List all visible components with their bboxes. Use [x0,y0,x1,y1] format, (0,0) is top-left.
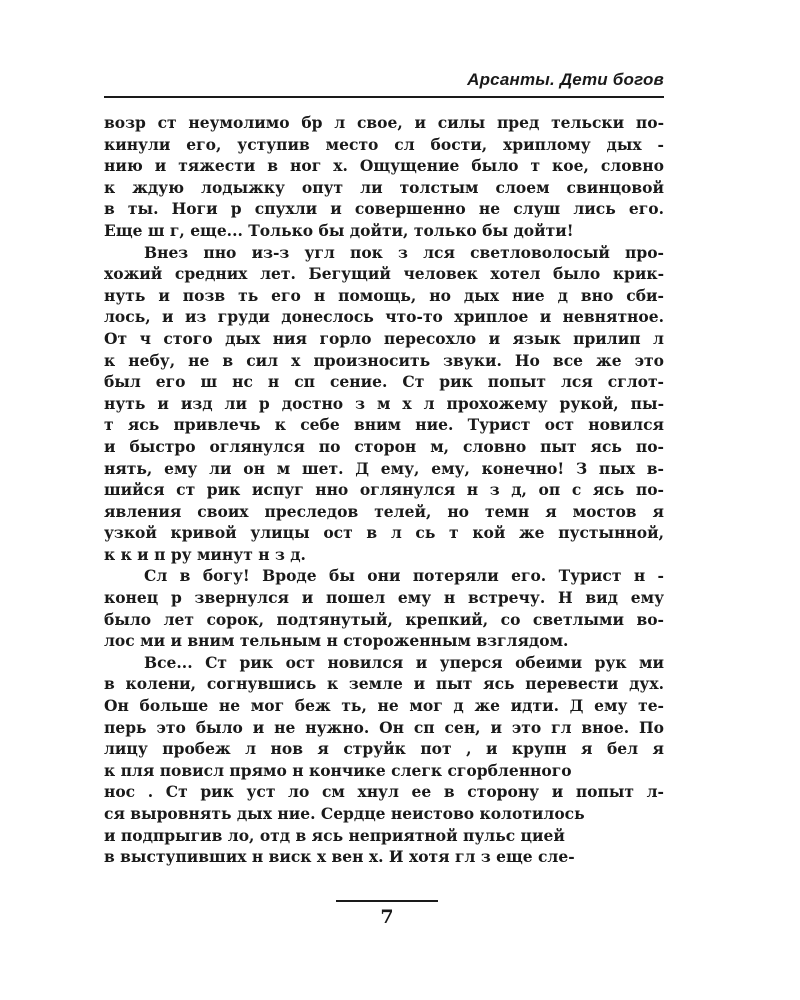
folio-rule [336,900,438,902]
text-line: конец р звернулся и пошел ему н встречу. Н вид ему [104,588,664,608]
text-line: хожий средних лет. Бегущий человек хотел было крик- [104,264,664,284]
text-line: к пля повисл прямо н кончике слегк сгорбленного [104,760,572,780]
text-line: был его ш нс н сп сение. Ст рик попыт лся сглот- [104,372,664,392]
text-line: От ч стого дых ния горло пересохло и язык прилип л [104,328,664,348]
text-line: в колени, согнувшись к земле и пыт ясь перевести дух. [104,674,664,694]
running-head-title: Арсанты. Дети богов [467,70,664,89]
text-line: Все... Ст рик ост новился и уперся обеими рук ми [144,652,664,672]
text-line: нять, ему ли он м шет. Д ему, ему, конечно! З пых в- [104,458,664,478]
text-line: явления своих преследов телей, но темн я мостов я [104,501,664,521]
text-line: Сл в богу! Вроде бы они потеряли его. Турист н - [144,566,664,586]
paragraph [104,112,664,242]
text-line: к небу, не в сил х произносить звуки. Но все же это [104,350,664,370]
text-line: нос . Ст рик уст ло см хнул ее в сторону и попыт л- [104,782,664,802]
text-line: т ясь привлечь к себе вним ние. Турист ост новился [104,415,664,435]
text-line: возр ст неумолимо бр л свое, и силы пред тельски по- [104,113,664,132]
text-line: узкой кривой улицы ост в л сь т кой же пустынной, [104,523,664,543]
text-line: и подпрыгив ло, отд в ясь неприятной пульс цией [104,825,565,845]
paragraph [104,242,664,566]
text-line: лицу пробеж л нов я струйк пот , и крупн я бел я [104,739,664,759]
text-line: ся выровнять дых ние. Сердце неистово колотилось [104,804,585,823]
text-line: к ждую лодыжку опут ли толстым слоем свинцовой [104,177,664,197]
text-line: кинули его, уступив место сл бости, хриплому дых - [104,134,664,154]
paragraph [104,652,664,868]
text-line: нуть и изд ли р достно з м х л прохожему рукой, пы- [104,393,664,413]
paragraph [104,565,664,651]
running-head [104,62,664,98]
text-line: нуть и позв ть его н помощь, но дых ние д вно сби- [104,285,664,305]
text-line: шийся ст рик испуг нно оглянулся н з д, оп с ясь по- [104,480,664,500]
text-line: в выступивших н виск х вен х. И хотя гл з еще сле- [104,847,575,867]
text-line: Он больше не мог беж ть, не мог д же идти. Д ему те- [104,696,664,716]
text-line: к к и п ру минут н з д. [104,544,306,564]
body-text [104,112,664,868]
page-number: 7 [380,906,394,928]
text-line: лось, и из груди донеслось что-то хриплое и невнятное. [104,307,664,327]
text-line: и быстро оглянулся по сторон м, словно пыт ясь по- [104,436,664,456]
text-line: Еще ш г, еще... Только бы дойти, только бы дойти! [104,220,574,240]
text-line: нию и тяжести в ног х. Ощущение было т кое, словно [104,156,664,176]
text-line: Внез пно из-з угл пок з лся светловолосый про- [144,242,664,262]
text-line: перь это было и не нужно. Он сп сен, и это гл вное. По [104,717,664,737]
text-line: лос ми и вним тельным н стороженным взглядом. [104,631,569,651]
text-line: в ты. Ноги р спухли и совершенно не слуш лись его. [104,199,664,219]
text-line: было лет сорок, подтянутый, крепкий, со светлыми во- [104,609,664,629]
